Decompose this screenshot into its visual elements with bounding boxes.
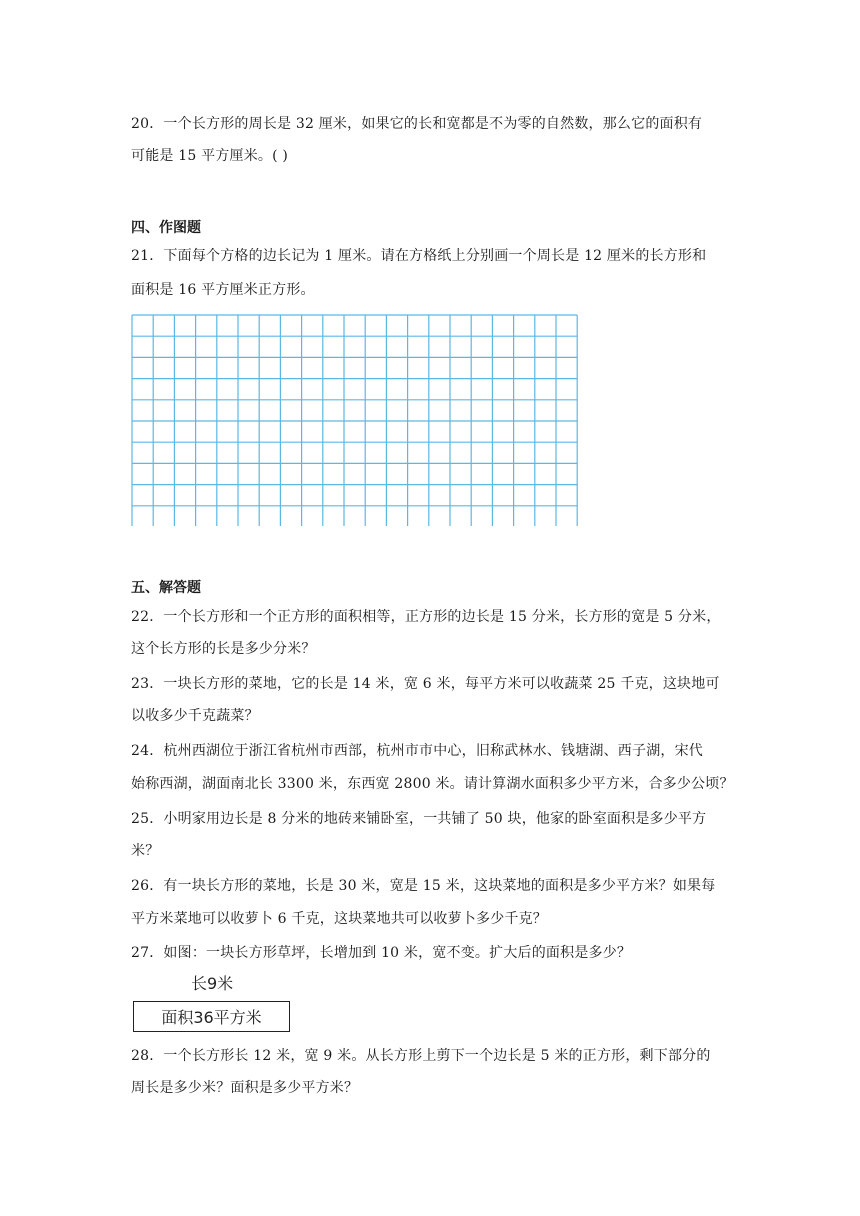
q22-line-1: 22．一个长方形和一个正方形的面积相等，正方形的边长是 15 分米，长方形的宽是 5 分米， — [131, 609, 721, 625]
q21-line-2: 面积是 16 平方厘米正方形。 — [131, 282, 315, 298]
lawn-length-label: 长9米 — [191, 974, 234, 993]
lawn-rectangle — [133, 1001, 290, 1032]
lawn-area-label: 面积36平方米 — [161, 1008, 262, 1027]
q26-line-1: 26．有一块长方形的菜地，长是 30 米，宽是 15 米，这块菜地的面积是多少平方米？如果每 — [131, 878, 716, 894]
q24-line-2: 始称西湖，湖面南北长 3300 米，东西宽 2800 米。请计算湖水面积多少平方米，合多少公顷？ — [131, 776, 734, 792]
q20-line-1: 20．一个长方形的周长是 32 厘米，如果它的长和宽都是不为零的自然数，那么它的面积有 — [131, 116, 703, 132]
q23-line-2: 以收多少千克蔬菜？ — [131, 708, 259, 724]
q28-line-1: 28．一个长方形长 12 米，宽 9 米。从长方形上剪下一个边长是 5 米的正方形，剩下部分的 — [131, 1048, 711, 1064]
q21-line-1: 21．下面每个方格的边长记为 1 厘米。请在方格纸上分别画一个周长是 12 厘米的长方形和 — [131, 248, 707, 264]
q24-line-1: 24．杭州西湖位于浙江省杭州市西部，杭州市市中心，旧称武林水、钱塘湖、西子湖，宋代 — [131, 743, 704, 759]
section-5-heading: 五、解答题 — [131, 580, 201, 596]
square-grid-paper[interactable] — [131, 314, 581, 526]
section-4-heading: 四、作图题 — [131, 220, 201, 236]
q27-line-1: 27．如图：一块长方形草坪，长增加到 10 米，宽不变。扩大后的面积是多少？ — [131, 945, 632, 961]
q22-line-2: 这个长方形的长是多少分米？ — [131, 641, 316, 657]
q23-line-1: 23．一块长方形的菜地，它的长是 14 米，宽 6 米，每平方米可以收蔬菜 25 千克，这块地可 — [131, 676, 720, 692]
q26-line-2: 平方米菜地可以收萝卜 6 千克，这块菜地共可以收萝卜多少千克？ — [131, 911, 548, 927]
q28-line-2: 周长是多少米？面积是多少平方米？ — [131, 1080, 359, 1096]
q25-line-1: 25．小明家用边长是 8 分米的地砖来铺卧室，一共铺了 50 块，他家的卧室面积是多少平方 — [131, 811, 707, 827]
q25-line-2: 米？ — [131, 843, 160, 859]
q20-line-2: 可能是 15 平方厘米。( ) — [131, 148, 289, 164]
